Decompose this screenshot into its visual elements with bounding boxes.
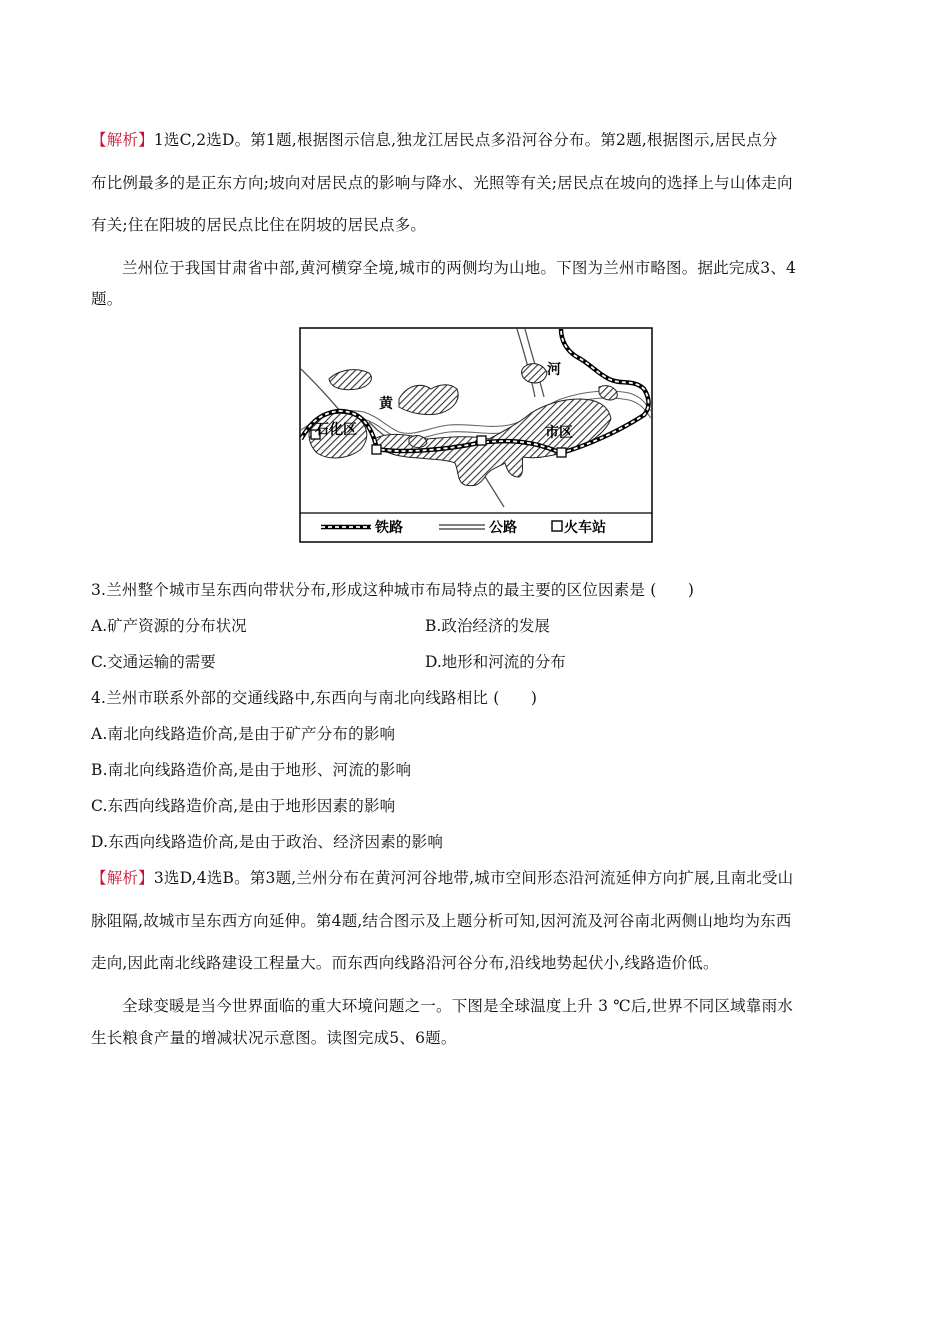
analysis-2-line-3: 走向,因此南北线路建设工程量大。而东西向线路沿河谷分布,沿线地势起伏小,线路造价低。 xyxy=(91,954,719,972)
intro-2-line-1: 全球变暖是当今世界面临的重大环境问题之一。下图是全球温度上升 3 ℃后,世界不同区域靠雨水 xyxy=(122,997,793,1015)
station-marker xyxy=(477,436,486,445)
question-3-stem: 3.兰州整个城市呈东西向带状分布,形成这种城市布局特点的最主要的区位因素是 ( ) xyxy=(91,581,695,599)
legend-railway-label: 铁路 xyxy=(375,520,403,536)
question-4-option-b: B.南北向线路造价高,是由于地形、河流的影响 xyxy=(91,761,412,779)
legend-road-label: 公路 xyxy=(489,520,517,536)
station-marker xyxy=(372,445,381,454)
legend-station-symbol xyxy=(552,521,562,531)
question-3-option-d: D.地形和河流的分布 xyxy=(425,653,566,671)
analysis-1-line-1: 【解析】1选C,2选D。第1题,根据图示信息,独龙江居民点多沿河谷分布。第2题,根据图示,居民点分 xyxy=(91,131,778,149)
map-label-shiqu: 市区 xyxy=(545,425,573,441)
intro-1-line-2: 题。 xyxy=(91,290,123,308)
question-3-option-a: A.矿产资源的分布状况 xyxy=(91,617,247,635)
question-4-stem: 4.兰州市联系外部的交通线路中,东西向与南北向线路相比 ( ) xyxy=(91,689,538,707)
legend-station-label: 火车站 xyxy=(564,520,606,536)
map-label-shihua: 石化区 xyxy=(315,422,357,438)
intro-1-line-1: 兰州位于我国甘肃省中部,黄河横穿全境,城市的两侧均为山地。下图为兰州市略图。据此完成3、4 xyxy=(122,259,797,277)
analysis-label: 【解析】 xyxy=(91,869,154,887)
map-label-huang: 黄 xyxy=(379,396,393,412)
analysis-1-line-3: 有关;住在阳坡的居民点比住在阴坡的居民点多。 xyxy=(91,216,427,234)
lanzhou-map xyxy=(299,327,653,543)
question-4-option-c: C.东西向线路造价高,是由于地形因素的影响 xyxy=(91,797,396,815)
station-marker xyxy=(557,448,566,457)
question-3-option-b: B.政治经济的发展 xyxy=(425,617,550,635)
map-label-he: 河 xyxy=(547,362,561,378)
intro-2-line-2: 生长粮食产量的增减状况示意图。读图完成5、6题。 xyxy=(91,1029,457,1047)
analysis-1-line-2: 布比例最多的是正东方向;坡向对居民点的影响与降水、光照等有关;居民点在坡向的选择上与山体走向 xyxy=(91,174,793,192)
question-3-option-c: C.交通运输的需要 xyxy=(91,653,216,671)
analysis-label: 【解析】 xyxy=(91,131,154,149)
question-4-option-a: A.南北向线路造价高,是由于矿产分布的影响 xyxy=(91,725,396,743)
analysis-2-line-1: 【解析】3选D,4选B。第3题,兰州分布在黄河河谷地带,城市空间形态沿河流延伸方向扩展,且南北受山 xyxy=(91,869,794,887)
question-4-option-d: D.东西向线路造价高,是由于政治、经济因素的影响 xyxy=(91,833,444,851)
analysis-2-line-2: 脉阻隔,故城市呈东西方向延伸。第4题,结合图示及上题分析可知,因河流及河谷南北两侧山地均为东西 xyxy=(91,912,792,930)
